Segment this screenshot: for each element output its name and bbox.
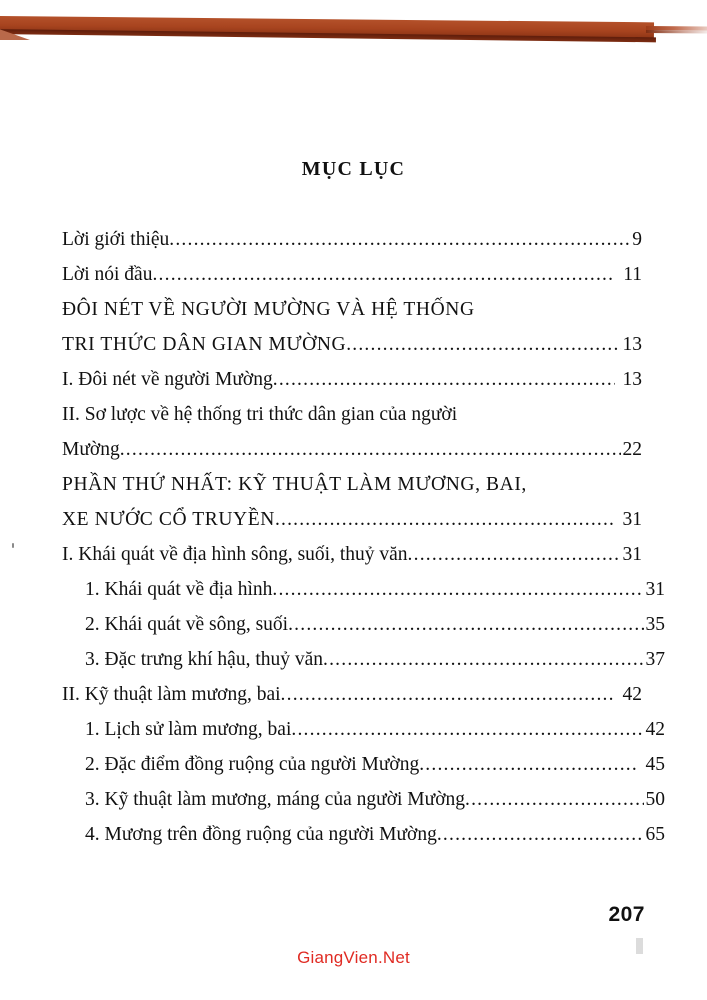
toc-leader-dots [437, 817, 644, 852]
toc-leader-dots [273, 362, 615, 397]
toc-entry-page-number: 37 [645, 649, 665, 670]
toc-entry-label: II. Kỹ thuật làm mương, bai [62, 684, 281, 705]
toc-entry[interactable] [62, 397, 642, 432]
toc-entry-label: II. Sơ lược về hệ thống tri thức dân gian của người [62, 404, 458, 425]
toc-entry[interactable] [62, 257, 642, 292]
toc-entry-label: XE NƯỚC CỔ TRUYỀN [62, 509, 275, 530]
site-watermark: GiangVien.Net [297, 948, 410, 967]
toc-entry-label: ĐÔI NÉT VỀ NGƯỜI MƯỜNG VÀ HỆ THỐNG [62, 299, 475, 320]
toc-entry-page-number: 13 [622, 334, 642, 355]
toc-entry[interactable] [62, 467, 642, 502]
toc-leader-dots [346, 327, 620, 362]
toc-entry-label: Lời giới thiệu [62, 229, 170, 250]
toc-leader-dots [465, 782, 643, 817]
toc-leader-dots [169, 222, 630, 257]
toc-entry[interactable] [62, 502, 642, 537]
toc-entry[interactable] [62, 607, 665, 642]
toc-entry-page-number: 9 [632, 229, 642, 250]
table-of-contents [62, 222, 665, 852]
toc-entry-label: Mường [62, 439, 120, 460]
toc-entry-page-number: 13 [622, 369, 642, 390]
toc-entry[interactable] [62, 362, 642, 397]
toc-entry-label: Lời nói đầu [62, 264, 153, 285]
toc-entry-page-number: 42 [645, 719, 665, 740]
toc-leader-dots [419, 747, 637, 782]
toc-entry[interactable] [62, 677, 642, 712]
toc-entry-label: 2. Khái quát về sông, suối [85, 614, 289, 635]
toc-entry[interactable] [62, 292, 642, 327]
toc-entry-page-number: 35 [645, 614, 665, 635]
toc-entry-page-number: 50 [645, 789, 665, 810]
toc-entry-label: TRI THỨC DÂN GIAN MƯỜNG [62, 334, 347, 355]
toc-entry-page-number: 42 [622, 684, 642, 705]
toc-entry[interactable] [62, 747, 665, 782]
toc-entry[interactable] [62, 712, 665, 747]
toc-leader-dots [288, 607, 643, 642]
page-number: 207 [608, 903, 645, 926]
toc-entry[interactable] [62, 537, 642, 572]
toc-entry-label: 4. Mương trên đồng ruộng của người Mường [85, 824, 437, 845]
toc-entry-page-number: 22 [622, 439, 642, 460]
toc-entry[interactable] [62, 817, 665, 852]
toc-leader-dots [275, 502, 615, 537]
toc-entry-page-number: 11 [623, 264, 642, 285]
toc-entry-page-number: 45 [645, 754, 665, 775]
toc-entry-page-number: 65 [645, 824, 665, 845]
toc-entry-label: PHẦN THỨ NHẤT: KỸ THUẬT LÀM MƯƠNG, BAI, [62, 474, 527, 495]
toc-entry-label: 3. Đặc trưng khí hậu, thuỷ văn [85, 649, 324, 670]
toc-leader-dots [120, 432, 621, 467]
toc-entry-label: 1. Khái quát về địa hình [85, 579, 273, 600]
toc-leader-dots [291, 712, 643, 747]
toc-entry-label: I. Đôi nét về người Mường [62, 369, 273, 390]
toc-leader-dots [408, 537, 621, 572]
toc-entry-label: 3. Kỹ thuật làm mương, máng của người Mường [85, 789, 466, 810]
page-title: MỤC LỤC [301, 158, 406, 180]
toc-entry-page-number: 31 [622, 544, 642, 565]
toc-entry-label: 2. Đặc điểm đồng ruộng của người Mường [85, 754, 420, 775]
toc-entry-page-number: 31 [622, 509, 642, 530]
toc-entry[interactable] [62, 432, 642, 467]
toc-leader-dots [323, 642, 643, 677]
toc-entry-page-number: 31 [645, 579, 665, 600]
toc-leader-dots [272, 572, 643, 607]
toc-entry-label: I. Khái quát về địa hình sông, suối, thuỷ văn [62, 544, 408, 565]
toc-entry-label: 1. Lịch sử làm mương, bai [85, 719, 292, 740]
toc-entry[interactable] [62, 782, 665, 817]
toc-entry[interactable] [62, 327, 642, 362]
toc-entry[interactable] [62, 642, 665, 677]
toc-leader-dots [281, 677, 615, 712]
toc-leader-dots [152, 257, 615, 292]
scan-speck [12, 543, 14, 548]
toc-entry[interactable] [62, 572, 665, 607]
toc-entry[interactable] [62, 222, 642, 257]
